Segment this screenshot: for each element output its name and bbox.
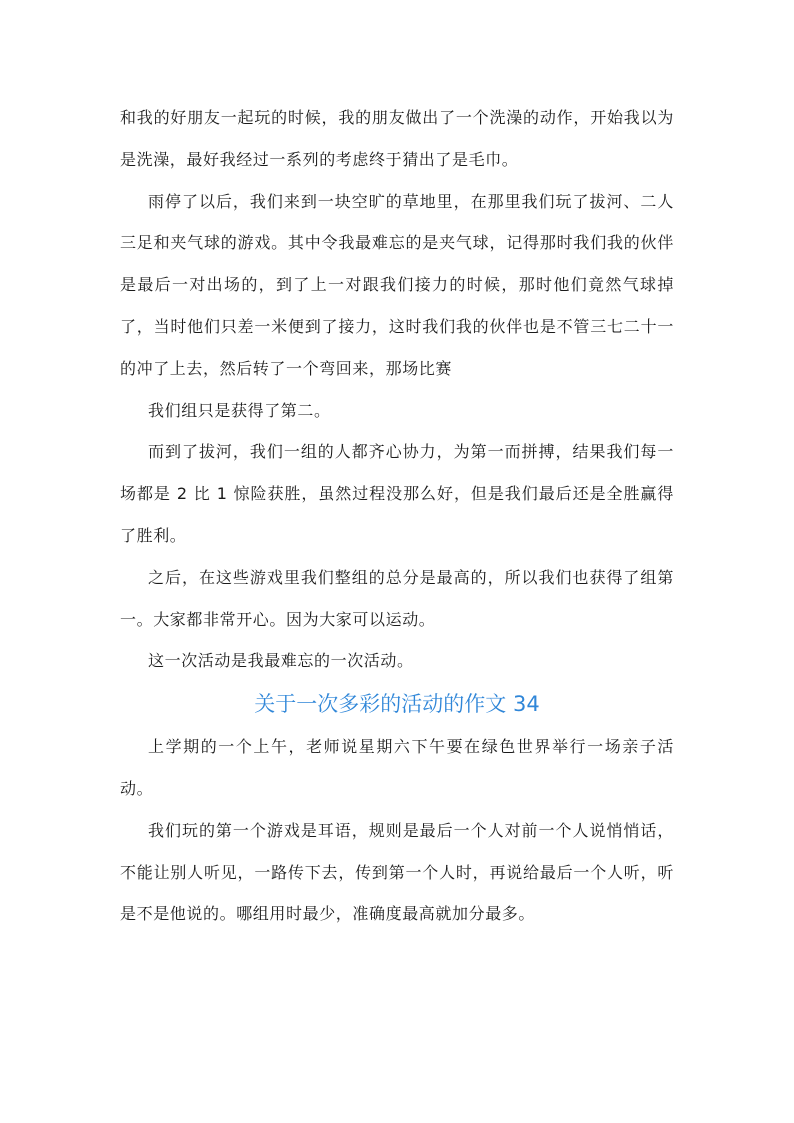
paragraph: 上学期的一个上午，老师说星期六下午要在绿色世界举行一场亲子活动。 <box>120 737 674 798</box>
section-title: 关于一次多彩的活动的作文 34 <box>254 692 540 717</box>
essay-body-after <box>120 726 674 935</box>
paragraph: 雨停了以后，我们来到一块空旷的草地里，在那里我们玩了拔河、二人三足和夹气球的游戏。其中令我最难忘的是夹气球，记得那时我们我的伙伴是最后一对出场的，到了上一对跟我们接力的时候，那时他们竟然气球掉了，当时他们只差一米便到了接力，这时我们我的伙伴也是不管三七二十一的冲了上去，然后转了一个弯回来，那场比赛 <box>120 191 674 378</box>
paragraph: 和我的好朋友一起玩的时候，我的朋友做出了一个洗澡的动作，开始我以为是洗澡，最好我经过一系列的考虑终于猜出了是毛巾。 <box>120 108 674 169</box>
document-page <box>120 97 674 935</box>
paragraph: 我们玩的第一个游戏是耳语，规则是最后一个人对前一个人说悄悄话，不能让别人听见，一路传下去，传到第一个人时，再说给最后一个人听，听是不是他说的。哪组用时最少，准确度最高就加分最多。 <box>120 820 674 924</box>
paragraph: 而到了拔河，我们一组的人都齐心协力，为第一而拼搏，结果我们每一场都是 2 比 1 惊险获胜，虽然过程没那么好，但是我们最后还是全胜赢得了胜利。 <box>120 442 674 545</box>
paragraph: 我们组只是获得了第二。 <box>148 400 331 420</box>
paragraph: 之后，在这些游戏里我们整组的总分是最高的，所以我们也获得了组第一。大家都非常开心。因为大家可以运动。 <box>120 567 674 629</box>
paragraph: 这一次活动是我最难忘的一次活动。 <box>148 651 414 671</box>
essay-body-before <box>120 97 674 682</box>
